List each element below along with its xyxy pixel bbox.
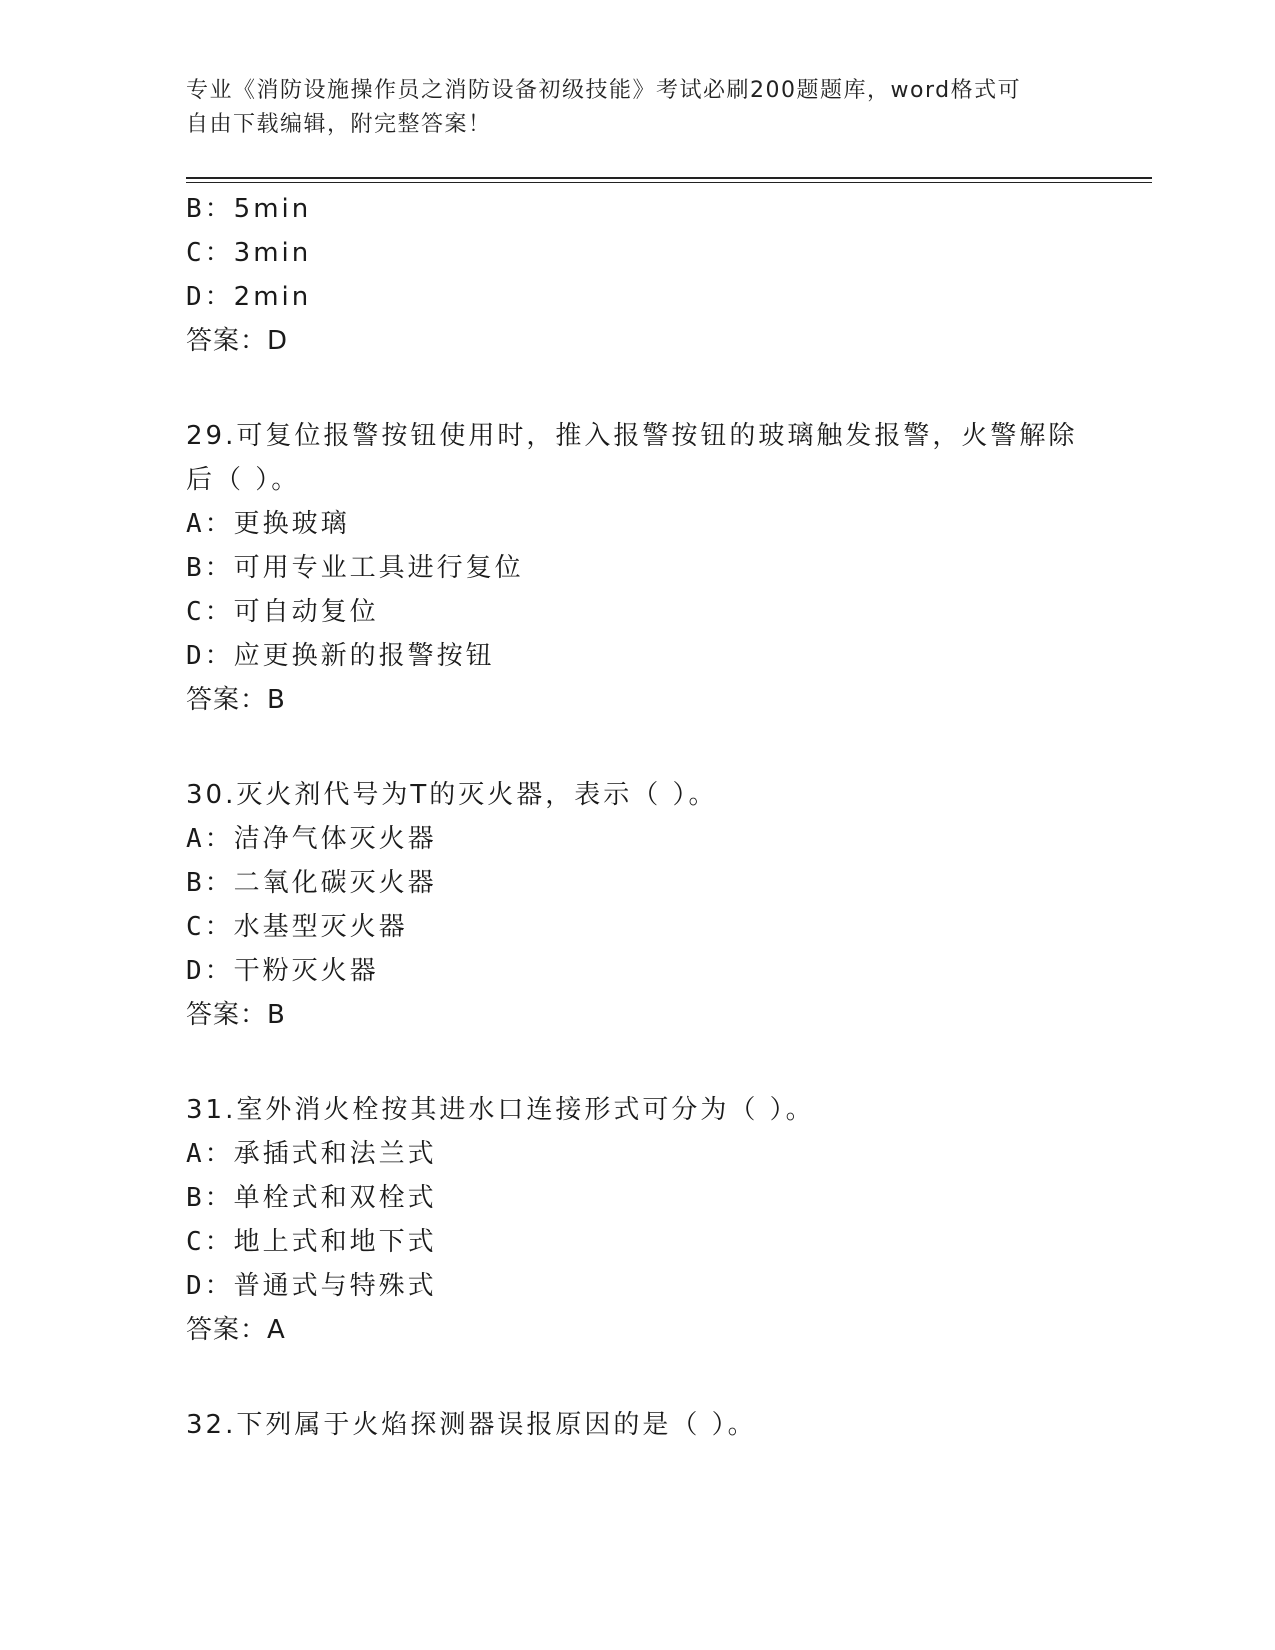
option-letter: C： [186,597,234,627]
option-text: 应更换新的报警按钮 [233,641,495,671]
option-letter: C： [186,238,234,268]
option-letter: B： [186,553,234,583]
option-letter: C： [186,1227,234,1257]
option-letter: A： [186,824,234,854]
option-b [186,1181,437,1215]
option-d [186,954,379,988]
option-a [186,1137,437,1171]
option-letter: B： [186,194,234,224]
option-text: 5min [233,194,312,224]
question-stem: 31.室外消火栓按其进水口连接形式可分为（ ）。 [186,1095,815,1125]
option-text: 地上式和地下式 [233,1227,437,1257]
header-line-2: 自由下载编辑，附完整答案！ [186,112,492,137]
answer-line: 答案：A [186,1315,286,1345]
document-header [186,74,1076,142]
option-text: 二氧化碳灭火器 [233,868,437,898]
option-text: 普通式与特殊式 [233,1271,437,1301]
option-c [186,236,311,270]
option-a [186,822,437,856]
answer-line: 答案：B [186,1000,286,1030]
option-text: 更换玻璃 [233,509,350,539]
option-c [186,1225,437,1259]
option-text: 干粉灭火器 [233,956,379,986]
option-letter: A： [186,1139,234,1169]
option-b [186,551,524,585]
option-letter: C： [186,912,234,942]
question-stem: 29.可复位报警按钮使用时，推入报警按钮的玻璃触发报警，火警解除 [186,421,1078,451]
option-letter: D： [186,1271,234,1301]
header-divider-thin [186,182,1152,183]
header-line-1: 专业《消防设施操作员之消防设备初级技能》考试必刷200题题库，word格式可 [186,78,1022,103]
question-stem: 30.灭火剂代号为T的灭火器，表示（ ）。 [186,780,718,810]
option-text: 可用专业工具进行复位 [233,553,524,583]
header-divider-thick [186,177,1152,179]
option-letter: D： [186,956,234,986]
option-text: 可自动复位 [233,597,379,627]
option-text: 洁净气体灭火器 [233,824,437,854]
question-stem: 32.下列属于火焰探测器误报原因的是（ ）。 [186,1410,757,1440]
option-d [186,1269,437,1303]
question-stem-continued: 后（ ）。 [186,465,301,495]
option-a [186,507,350,541]
option-letter: D： [186,641,234,671]
option-letter: A： [186,509,234,539]
option-b [186,866,437,900]
option-c [186,595,379,629]
answer-line: 答案：B [186,685,286,715]
option-letter: B： [186,868,234,898]
option-c [186,910,408,944]
option-text: 承插式和法兰式 [233,1139,437,1169]
option-d [186,639,495,673]
option-text: 单栓式和双栓式 [233,1183,437,1213]
option-text: 3min [233,238,312,268]
option-text: 水基型灭火器 [233,912,408,942]
option-text: 2min [233,282,312,312]
answer-line: 答案：D [186,326,289,356]
option-b [186,192,311,226]
option-letter: B： [186,1183,234,1213]
option-d [186,280,311,314]
option-letter: D： [186,282,234,312]
